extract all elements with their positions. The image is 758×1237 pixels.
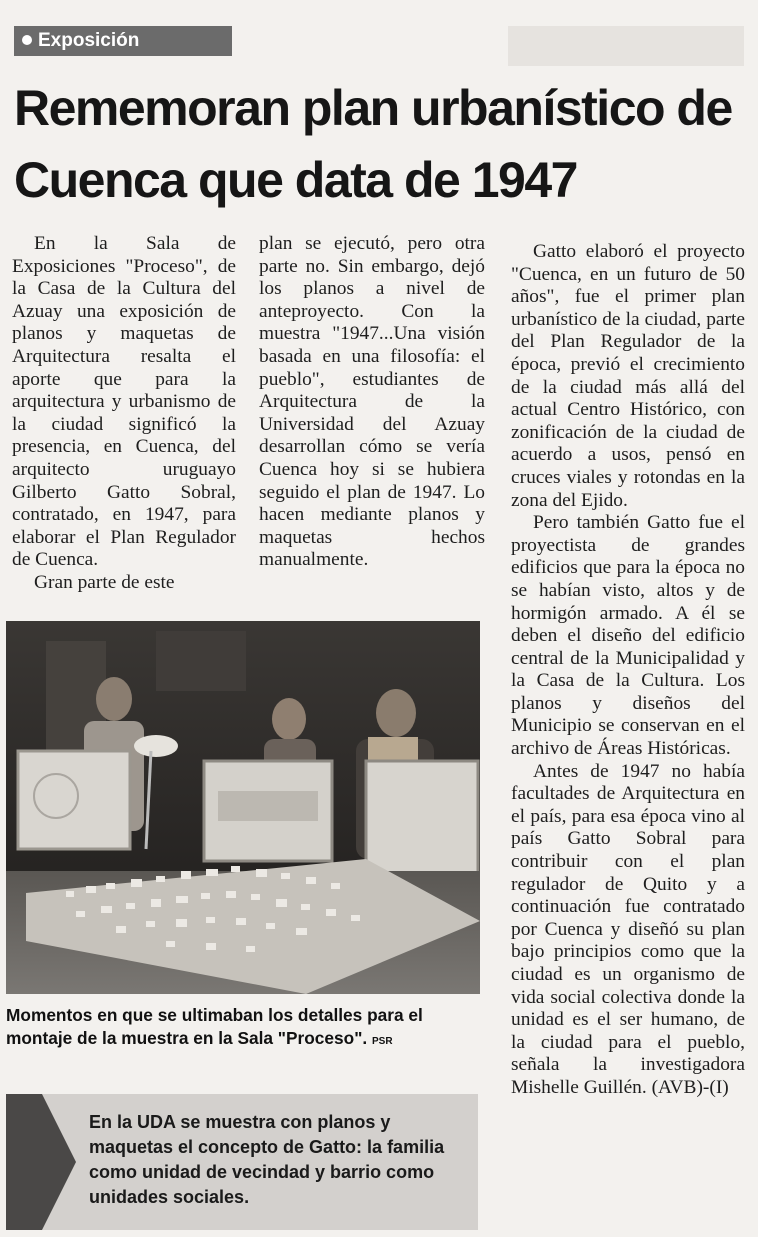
quote-arrow-icon [6, 1094, 76, 1230]
exhibition-photo [6, 621, 480, 994]
column-3 [511, 241, 745, 1100]
paragraph: Antes de 1947 no había facultades de Arquitectura en el país, para esa época vino al país Gatto Sobral para contribuir con el plan regulador de Quito y a continuación fue contratado por Cuenca y diseñó su plan bajo principios como que la ciudad es un organismo de vida social colectiva donde la unidad es el ser humano, de la ciudad para el pueblo, señala la investigadora Mishelle Guillén. (AVB)-(I) [511, 760, 745, 1098]
column-1 [12, 233, 236, 595]
section-tag-label: Exposición [38, 30, 140, 51]
caption-text: Momentos en que se ultimaban los detalles para el montaje de la muestra en la Sala "Proceso". [6, 1005, 423, 1048]
adjacent-article-edge [508, 26, 744, 66]
paragraph: plan se ejecutó, pero otra parte no. Sin embargo, dejó los planos a nivel de anteproyecto. Con la muestra "1947...Una visión basada en una filosofía: el pueblo", estudiantes de Arquitectura de la Universidad del Azuay desarrollan cómo se vería Cuenca hoy si se hubiera seguido el plan de 1947. Lo hacen mediante planos y maquetas hechos manualmente. [259, 233, 485, 571]
photo-credit: PSR [372, 1036, 393, 1047]
paragraph: En la Sala de Exposiciones "Proceso", de la Casa de la Cultura del Azuay una exposición de planos y maquetas de Arquitectura resalta el aporte que para la arquitectura y urbanismo de la ciudad significó la presencia, en Cuenca, del arquitecto uruguayo Gilberto Gatto Sobral, contratado, en 1947, para elaborar el Plan Regulador de Cuenca. [12, 233, 236, 571]
pull-quote: En la UDA se muestra con planos y maquetas el concepto de Gatto: la familia como unidad de vecindad y barrio como unidades sociales. [89, 1112, 445, 1207]
section-tag [14, 26, 232, 56]
column-2 [259, 233, 485, 572]
paragraph: Pero también Gatto fue el proyectista de grandes edificios que para la época no se habían visto, altos y de hormigón armado. A él se deben el diseño del edificio central de la Municipalidad y la Casa de la Cultura. Los planos y diseños del Municipio se conservan en el archivo de Áreas Históricas. [511, 512, 745, 760]
bullet-icon [22, 35, 32, 45]
paragraph: Gatto elaboró el proyecto "Cuenca, en un futuro de 50 años", fue el primer plan urbanístico de la ciudad, parte del Plan Regulador de la época, previó el crecimiento de la ciudad más allá del actual Centro Histórico, con zonificación de la ciudad de acuerdo a usos, pensó en cruces viales y rotondas en la zona del Ejido. [511, 241, 745, 511]
photo-caption [6, 1004, 484, 1053]
paragraph: Gran parte de este [34, 571, 175, 593]
headline: Rememoran plan urbanístico de Cuenca que data de 1947 [14, 80, 732, 208]
